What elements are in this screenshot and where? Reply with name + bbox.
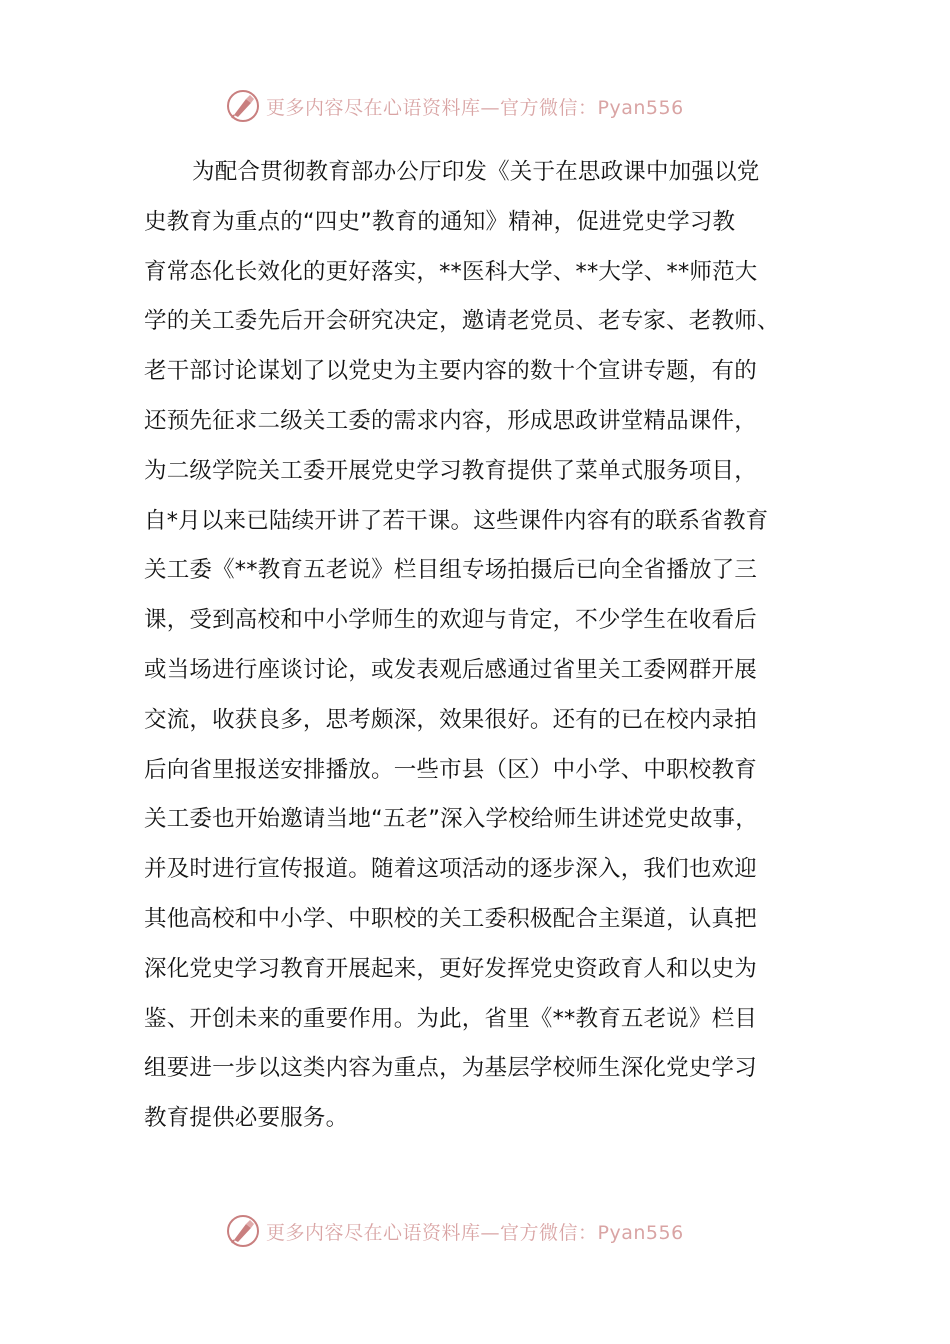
paragraph-line: 交流，收获良多，思考颇深，效果很好。还有的已在校内录拍 — [144, 706, 757, 733]
paragraph-line: 还预先征求二级关工委的需求内容，形成思政讲堂精品课件， — [144, 407, 757, 434]
watermark-id: Pyan556 — [597, 96, 684, 119]
paragraph-line: 或当场进行座谈讨论，或发表观后感通过省里关工委网群开展 — [144, 656, 757, 683]
paragraph-line: 鉴、开创未来的重要作用。为此，省里《**教育五老说》栏目 — [144, 1005, 758, 1032]
footer-watermark — [226, 1211, 684, 1251]
paragraph-line: 自*月以来已陆续开讲了若干课。这些课件内容有的联系省教育 — [144, 507, 769, 534]
paragraph-line: 课，受到高校和中小学师生的欢迎与肯定，不少学生在收看后 — [144, 607, 757, 634]
paragraph-line: 关工委《**教育五老说》栏目组专场拍摄后已向全省播放了三 — [144, 557, 758, 584]
paragraph-line: 为二级学院关工委开展党史学习教育提供了菜单式服务项目， — [144, 457, 757, 484]
watermark-text: 更多内容尽在心语资料库—官方微信：Pyan556 — [266, 96, 684, 119]
paragraph-line: 史教育为重点的“四史”教育的通知》精神，促进党史学习教 — [144, 208, 736, 235]
paragraph-line: 深化党史学习教育开展起来，更好发挥党史资政育人和以史为 — [144, 955, 757, 982]
paragraph-line: 学的关工委先后开会研究决定，邀请老党员、老专家、老教师、 — [144, 308, 780, 335]
pen-nib-logo-icon — [226, 1214, 260, 1248]
paragraph-line: 其他高校和中小学、中职校的关工委积极配合主渠道，认真把 — [144, 905, 757, 932]
header-watermark — [226, 86, 684, 126]
watermark-text: 更多内容尽在心语资料库—官方微信：Pyan556 — [266, 1221, 684, 1244]
paragraph-line: 育常态化长效化的更好落实，**医科大学、**大学、**师范大 — [144, 258, 758, 285]
document-paragraph — [144, 152, 816, 1148]
watermark-id: Pyan556 — [597, 1221, 684, 1244]
paragraph-line: 教育提供必要服务。 — [144, 1105, 349, 1132]
paragraph-line: 组要进一步以这类内容为重点，为基层学校师生深化党史学习 — [144, 1055, 757, 1082]
paragraph-line: 并及时进行宣传报道。随着这项活动的逐步深入，我们也欢迎 — [144, 856, 757, 883]
paragraph-line: 后向省里报送安排播放。一些市县（区）中小学、中职校教育 — [144, 756, 757, 783]
pen-nib-logo-icon — [226, 89, 260, 123]
paragraph-line: 老干部讨论谋划了以党史为主要内容的数十个宣讲专题，有的 — [144, 358, 757, 385]
paragraph-line: 关工委也开始邀请当地“五老”深入学校给师生讲述党史故事， — [144, 806, 758, 833]
paragraph-line: 为配合贯彻教育部办公厅印发《关于在思政课中加强以党 — [192, 159, 760, 185]
